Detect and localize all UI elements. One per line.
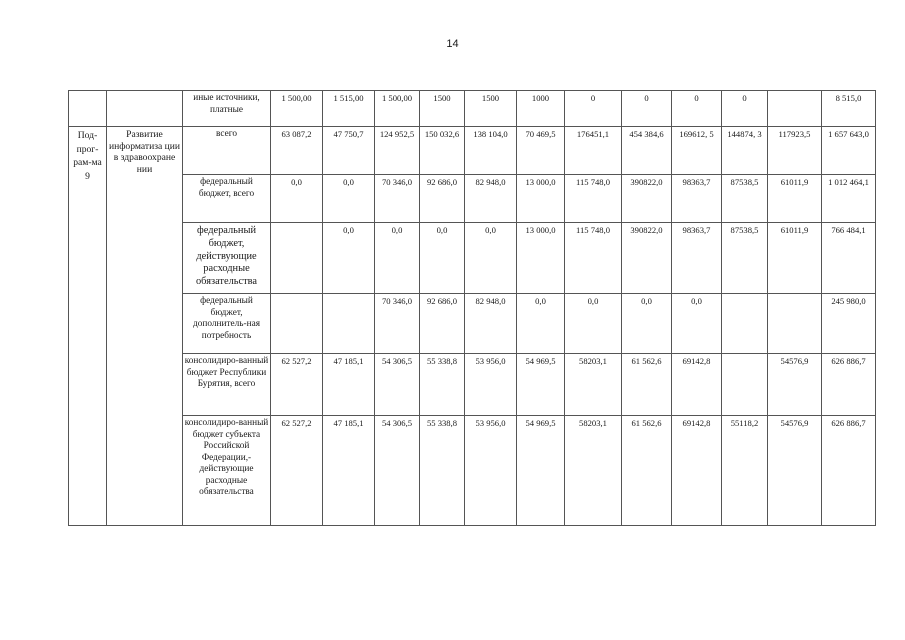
value-cell: 54 969,5 [517, 416, 565, 526]
value-cell: 245 980,0 [822, 294, 876, 354]
value-cell: 13 000,0 [517, 175, 565, 223]
value-cell: 0,0 [323, 223, 375, 294]
value-cell: 55118,2 [722, 416, 768, 526]
value-cell: 54576,9 [768, 354, 822, 416]
value-cell: 13 000,0 [517, 223, 565, 294]
value-cell: 1 500,00 [271, 91, 323, 127]
value-cell: 61011,9 [768, 223, 822, 294]
table-row [69, 175, 876, 223]
value-cell: 61011,9 [768, 175, 822, 223]
value-cell: 138 104,0 [465, 127, 517, 175]
value-cell: 58203,1 [565, 416, 622, 526]
value-cell: 54576,9 [768, 416, 822, 526]
value-cell: 53 956,0 [465, 354, 517, 416]
value-cell: 0,0 [622, 294, 672, 354]
value-cell: 117923,5 [768, 127, 822, 175]
value-cell: 0 [672, 91, 722, 127]
value-cell: 1 500,00 [375, 91, 420, 127]
value-cell: 0,0 [375, 223, 420, 294]
value-cell: 82 948,0 [465, 175, 517, 223]
funding-source-cell: федеральный бюджет, дополнитель-ная потребность [183, 294, 271, 354]
value-cell: 47 185,1 [323, 354, 375, 416]
value-cell: 87538,5 [722, 175, 768, 223]
value-cell: 54 969,5 [517, 354, 565, 416]
value-cell [271, 294, 323, 354]
value-cell: 69142,8 [672, 354, 722, 416]
empty-name-cell [107, 91, 183, 127]
value-cell: 55 338,8 [420, 416, 465, 526]
value-cell: 1500 [420, 91, 465, 127]
value-cell: 53 956,0 [465, 416, 517, 526]
value-cell: 92 686,0 [420, 294, 465, 354]
value-cell: 124 952,5 [375, 127, 420, 175]
table-row [69, 354, 876, 416]
funding-source-cell: федеральный бюджет, действующие расходные обязательства [183, 223, 271, 294]
funding-source-cell: федеральный бюджет, всего [183, 175, 271, 223]
value-cell: 70 346,0 [375, 175, 420, 223]
program-cell: Под-прог-рам-ма 9 [69, 127, 107, 526]
value-cell: 61 562,6 [622, 416, 672, 526]
value-cell: 1 657 643,0 [822, 127, 876, 175]
empty-program-cell [69, 91, 107, 127]
value-cell: 0,0 [565, 294, 622, 354]
value-cell: 58203,1 [565, 354, 622, 416]
page-number: 14 [446, 38, 459, 50]
value-cell: 115 748,0 [565, 175, 622, 223]
value-cell [323, 294, 375, 354]
value-cell: 390822,0 [622, 223, 672, 294]
value-cell: 626 886,7 [822, 416, 876, 526]
value-cell: 54 306,5 [375, 354, 420, 416]
value-cell [768, 294, 822, 354]
funding-source-cell: консолидиро-ванный бюджет Республики Бурятия, всего [183, 354, 271, 416]
value-cell: 176451,1 [565, 127, 622, 175]
value-cell: 0,0 [323, 175, 375, 223]
value-cell: 63 087,2 [271, 127, 323, 175]
value-cell: 0,0 [672, 294, 722, 354]
value-cell: 144874, 3 [722, 127, 768, 175]
value-cell: 454 384,6 [622, 127, 672, 175]
funding-source-cell: иные источники, платные [183, 91, 271, 127]
value-cell: 0,0 [465, 223, 517, 294]
value-cell [768, 91, 822, 127]
value-cell: 1000 [517, 91, 565, 127]
value-cell: 92 686,0 [420, 175, 465, 223]
value-cell: 8 515,0 [822, 91, 876, 127]
value-cell: 115 748,0 [565, 223, 622, 294]
value-cell: 61 562,6 [622, 354, 672, 416]
table-row [69, 416, 876, 526]
value-cell: 1 012 464,1 [822, 175, 876, 223]
table-row [69, 91, 876, 127]
value-cell: 87538,5 [722, 223, 768, 294]
funding-source-cell: всего [183, 127, 271, 175]
value-cell: 766 484,1 [822, 223, 876, 294]
value-cell: 0 [565, 91, 622, 127]
value-cell: 0 [622, 91, 672, 127]
value-cell: 0,0 [420, 223, 465, 294]
value-cell: 626 886,7 [822, 354, 876, 416]
value-cell: 69142,8 [672, 416, 722, 526]
value-cell: 0,0 [271, 175, 323, 223]
value-cell: 82 948,0 [465, 294, 517, 354]
value-cell: 62 527,2 [271, 416, 323, 526]
value-cell: 150 032,6 [420, 127, 465, 175]
table-row [69, 294, 876, 354]
value-cell: 54 306,5 [375, 416, 420, 526]
table-row [69, 127, 876, 175]
value-cell: 169612, 5 [672, 127, 722, 175]
value-cell: 0 [722, 91, 768, 127]
table-row [69, 223, 876, 294]
value-cell: 70 346,0 [375, 294, 420, 354]
value-cell: 55 338,8 [420, 354, 465, 416]
value-cell: 1500 [465, 91, 517, 127]
value-cell: 70 469,5 [517, 127, 565, 175]
value-cell [722, 294, 768, 354]
program-name-cell: Развитие информатиза ции в здравоохране нии [107, 127, 183, 526]
value-cell: 98363,7 [672, 175, 722, 223]
value-cell [722, 354, 768, 416]
value-cell: 0,0 [517, 294, 565, 354]
budget-table [68, 90, 876, 526]
funding-source-cell: консолидиро-ванный бюджет субъекта Российской Федерации,-действующие расходные обязательства [183, 416, 271, 526]
value-cell: 1 515,00 [323, 91, 375, 127]
value-cell: 390822,0 [622, 175, 672, 223]
value-cell [271, 223, 323, 294]
value-cell: 62 527,2 [271, 354, 323, 416]
value-cell: 98363,7 [672, 223, 722, 294]
value-cell: 47 750,7 [323, 127, 375, 175]
value-cell: 47 185,1 [323, 416, 375, 526]
